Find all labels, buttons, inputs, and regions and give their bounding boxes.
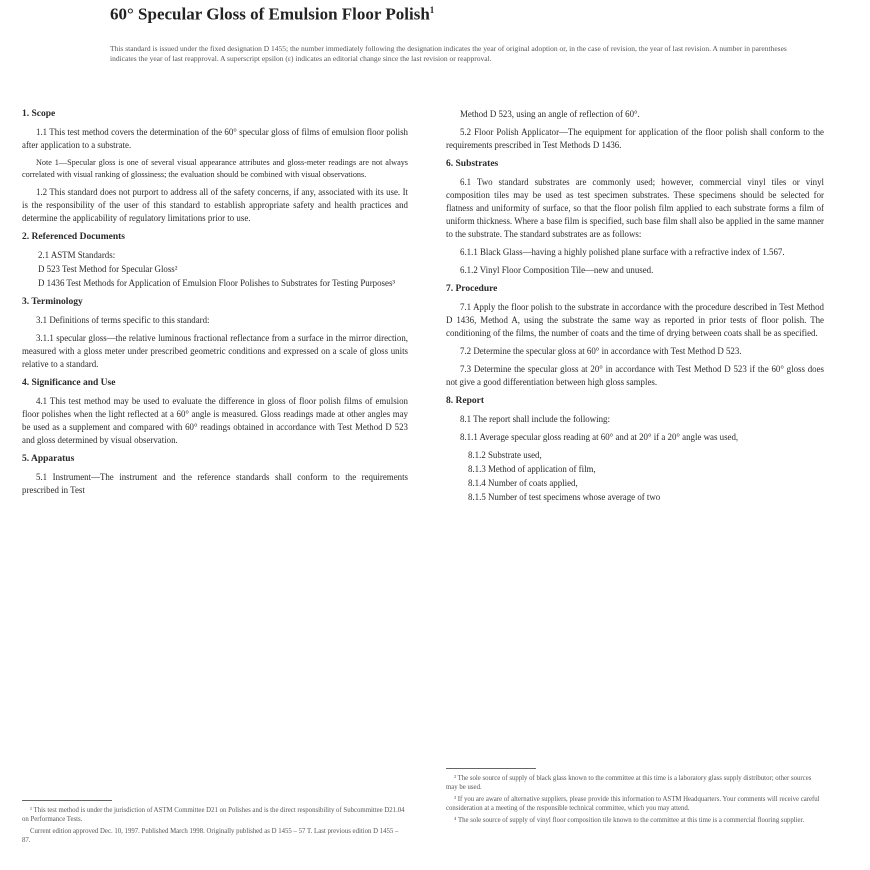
section-heading: 1. Scope bbox=[22, 109, 56, 119]
note-paragraph: Note 1—Specular gloss is one of several visual appearance attributes and gloss-meter readings are not always correlated with visual ranking of glossiness; the evaluation should be combined with visual observations. bbox=[22, 158, 408, 179]
footnote: ⁴ The sole source of supply of vinyl floor composition tile known to the committee at this time is a commercial flooring supplier. bbox=[454, 817, 805, 824]
reference-item: D 1436 Test Methods for Application of Emulsion Floor Polishes to Substrates for Testing Purposes³ bbox=[38, 278, 396, 288]
footnote: ¹ This test method is under the jurisdiction of ASTM Committee D21 on Polishes and is the direct responsibility of Subcommittee D21.04 on Performance Tests. bbox=[22, 807, 405, 823]
body-paragraph: 5.1 Instrument—The instrument and the reference standards shall conform to the requirements prescribed in Test bbox=[22, 472, 408, 495]
report-item: 8.1.2 Substrate used, bbox=[468, 450, 542, 460]
body-paragraph: 6.1 Two standard substrates are commonly used; however, commercial vinyl tiles or vinyl composition tiles may be used as test specimen substrates. These specimens should be selected for flatness and uniformity of surface, so that the floor polish film applied to each substrate forms a film of uniform thickness. Where a base film is specified, such base film shall also be applied in the same manner to the substrate. The standard substrates are as follows: bbox=[446, 177, 824, 239]
page-title bbox=[110, 0, 810, 25]
footnote: Current edition approved Dec. 10, 1997. Published March 1998. Originally published as D 1455 – 57 T. Last previous edition D 1455 – 87. bbox=[22, 828, 399, 844]
body-paragraph: 3.1 Definitions of terms specific to this standard: bbox=[36, 315, 210, 325]
body-paragraph: 7.1 Apply the floor polish to the substrate in accordance with the procedure described in Test Method D 1436, Method A, using the substrate the same way as reported in prior tests of floor polish. The conditioning of the films, the number of coats and the time of drying between coats shall be as specified. bbox=[446, 302, 824, 338]
body-paragraph: 1.2 This standard does not purport to address all of the safety concerns, if any, associated with its use. It is the responsibility of the user of this standard to establish appropriate safety and health practices and determine the applicability of regulatory limitations prior to use. bbox=[22, 187, 408, 223]
section-heading: 5. Apparatus bbox=[22, 454, 75, 464]
report-item: 8.1.3 Method of application of film, bbox=[468, 464, 596, 474]
reference-item: D 523 Test Method for Specular Gloss² bbox=[38, 264, 178, 274]
body-paragraph: Method D 523, using an angle of reflection of 60°. bbox=[460, 109, 640, 119]
body-paragraph: 5.2 Floor Polish Applicator—The equipment for application of the floor polish shall conform to the requirements prescribed in Test Methods D 1436. bbox=[446, 127, 824, 150]
body-paragraph: 8.1.1 Average specular gloss reading at 60° and at 20° if a 20° angle was used, bbox=[460, 432, 739, 442]
title-text: 60° Specular Gloss of Emulsion Floor Polish bbox=[110, 4, 430, 24]
body-paragraph: 1.1 This test method covers the determination of the 60° specular gloss of films of emulsion floor polish after application to a substrate. bbox=[22, 127, 408, 150]
body-paragraph: 4.1 This test method may be used to evaluate the difference in gloss of floor polish films of emulsion floor polishes when the light reflected at a 60° angle is measured. Gloss readings made at other angles may be used as a supplement and compared with 60° readings obtained in accordance with Test Method D 523 and gloss determined by visual observation. bbox=[22, 396, 408, 445]
footnote-rule bbox=[22, 800, 112, 801]
reference-item: 2.1 ASTM Standards: bbox=[38, 250, 116, 260]
section-heading: 7. Procedure bbox=[446, 284, 498, 294]
section-heading: 2. Referenced Documents bbox=[22, 232, 125, 242]
body-paragraph: 3.1.1 specular gloss—the relative luminous fractional reflectance from a surface in the mirror direction, measured with a gloss meter under prescribed geometric conditions and expressed on a scale of gloss units relative to a standard. bbox=[22, 333, 408, 369]
left-column bbox=[22, 108, 408, 502]
body-paragraph: 8.1 The report shall include the following: bbox=[460, 414, 610, 424]
body-paragraph: 6.1.1 Black Glass—having a highly polished plane surface with a refractive index of 1.567. bbox=[460, 247, 785, 257]
body-paragraph: 6.1.2 Vinyl Floor Composition Tile—new and unused. bbox=[460, 265, 654, 275]
designation-note: This standard is issued under the fixed designation D 1455; the number immediately following the designation indicates the year of original adoption or, in the case of revision, the year of last revision. A number in parentheses indicates the year of last reapproval. A superscript epsilon (ε) indicates an editorial change since the last revision or reapproval. bbox=[110, 44, 787, 63]
left-footnotes bbox=[22, 800, 408, 848]
right-footnotes bbox=[446, 768, 824, 828]
right-column bbox=[446, 108, 824, 505]
report-item: 8.1.4 Number of coats applied, bbox=[468, 478, 578, 488]
section-heading: 8. Report bbox=[446, 396, 484, 406]
footnote: ³ If you are aware of alternative suppliers, please provide this information to ASTM Headquarters. Your comments will receive careful consideration at a meeting of the responsible technical committee, which you may attend. bbox=[446, 796, 820, 812]
body-paragraph: 7.3 Determine the specular gloss at 20° in accordance with Test Method D 523 if the 60° gloss does not give a good differentiation between high gloss samples. bbox=[446, 364, 824, 387]
report-item: 8.1.5 Number of test specimens whose average of two bbox=[468, 492, 661, 502]
section-heading: 6. Substrates bbox=[446, 159, 499, 169]
footnote: ² The sole source of supply of black glass known to the committee at this time is a laboratory glass supply distributor; other sources may be used. bbox=[446, 775, 812, 791]
title-footnote-mark: 1 bbox=[429, 5, 435, 15]
footnote-rule bbox=[446, 768, 536, 769]
body-paragraph: 7.2 Determine the specular gloss at 60° in accordance with Test Method D 523. bbox=[460, 346, 742, 356]
section-heading: 4. Significance and Use bbox=[22, 378, 116, 388]
section-heading: 3. Terminology bbox=[22, 297, 83, 307]
